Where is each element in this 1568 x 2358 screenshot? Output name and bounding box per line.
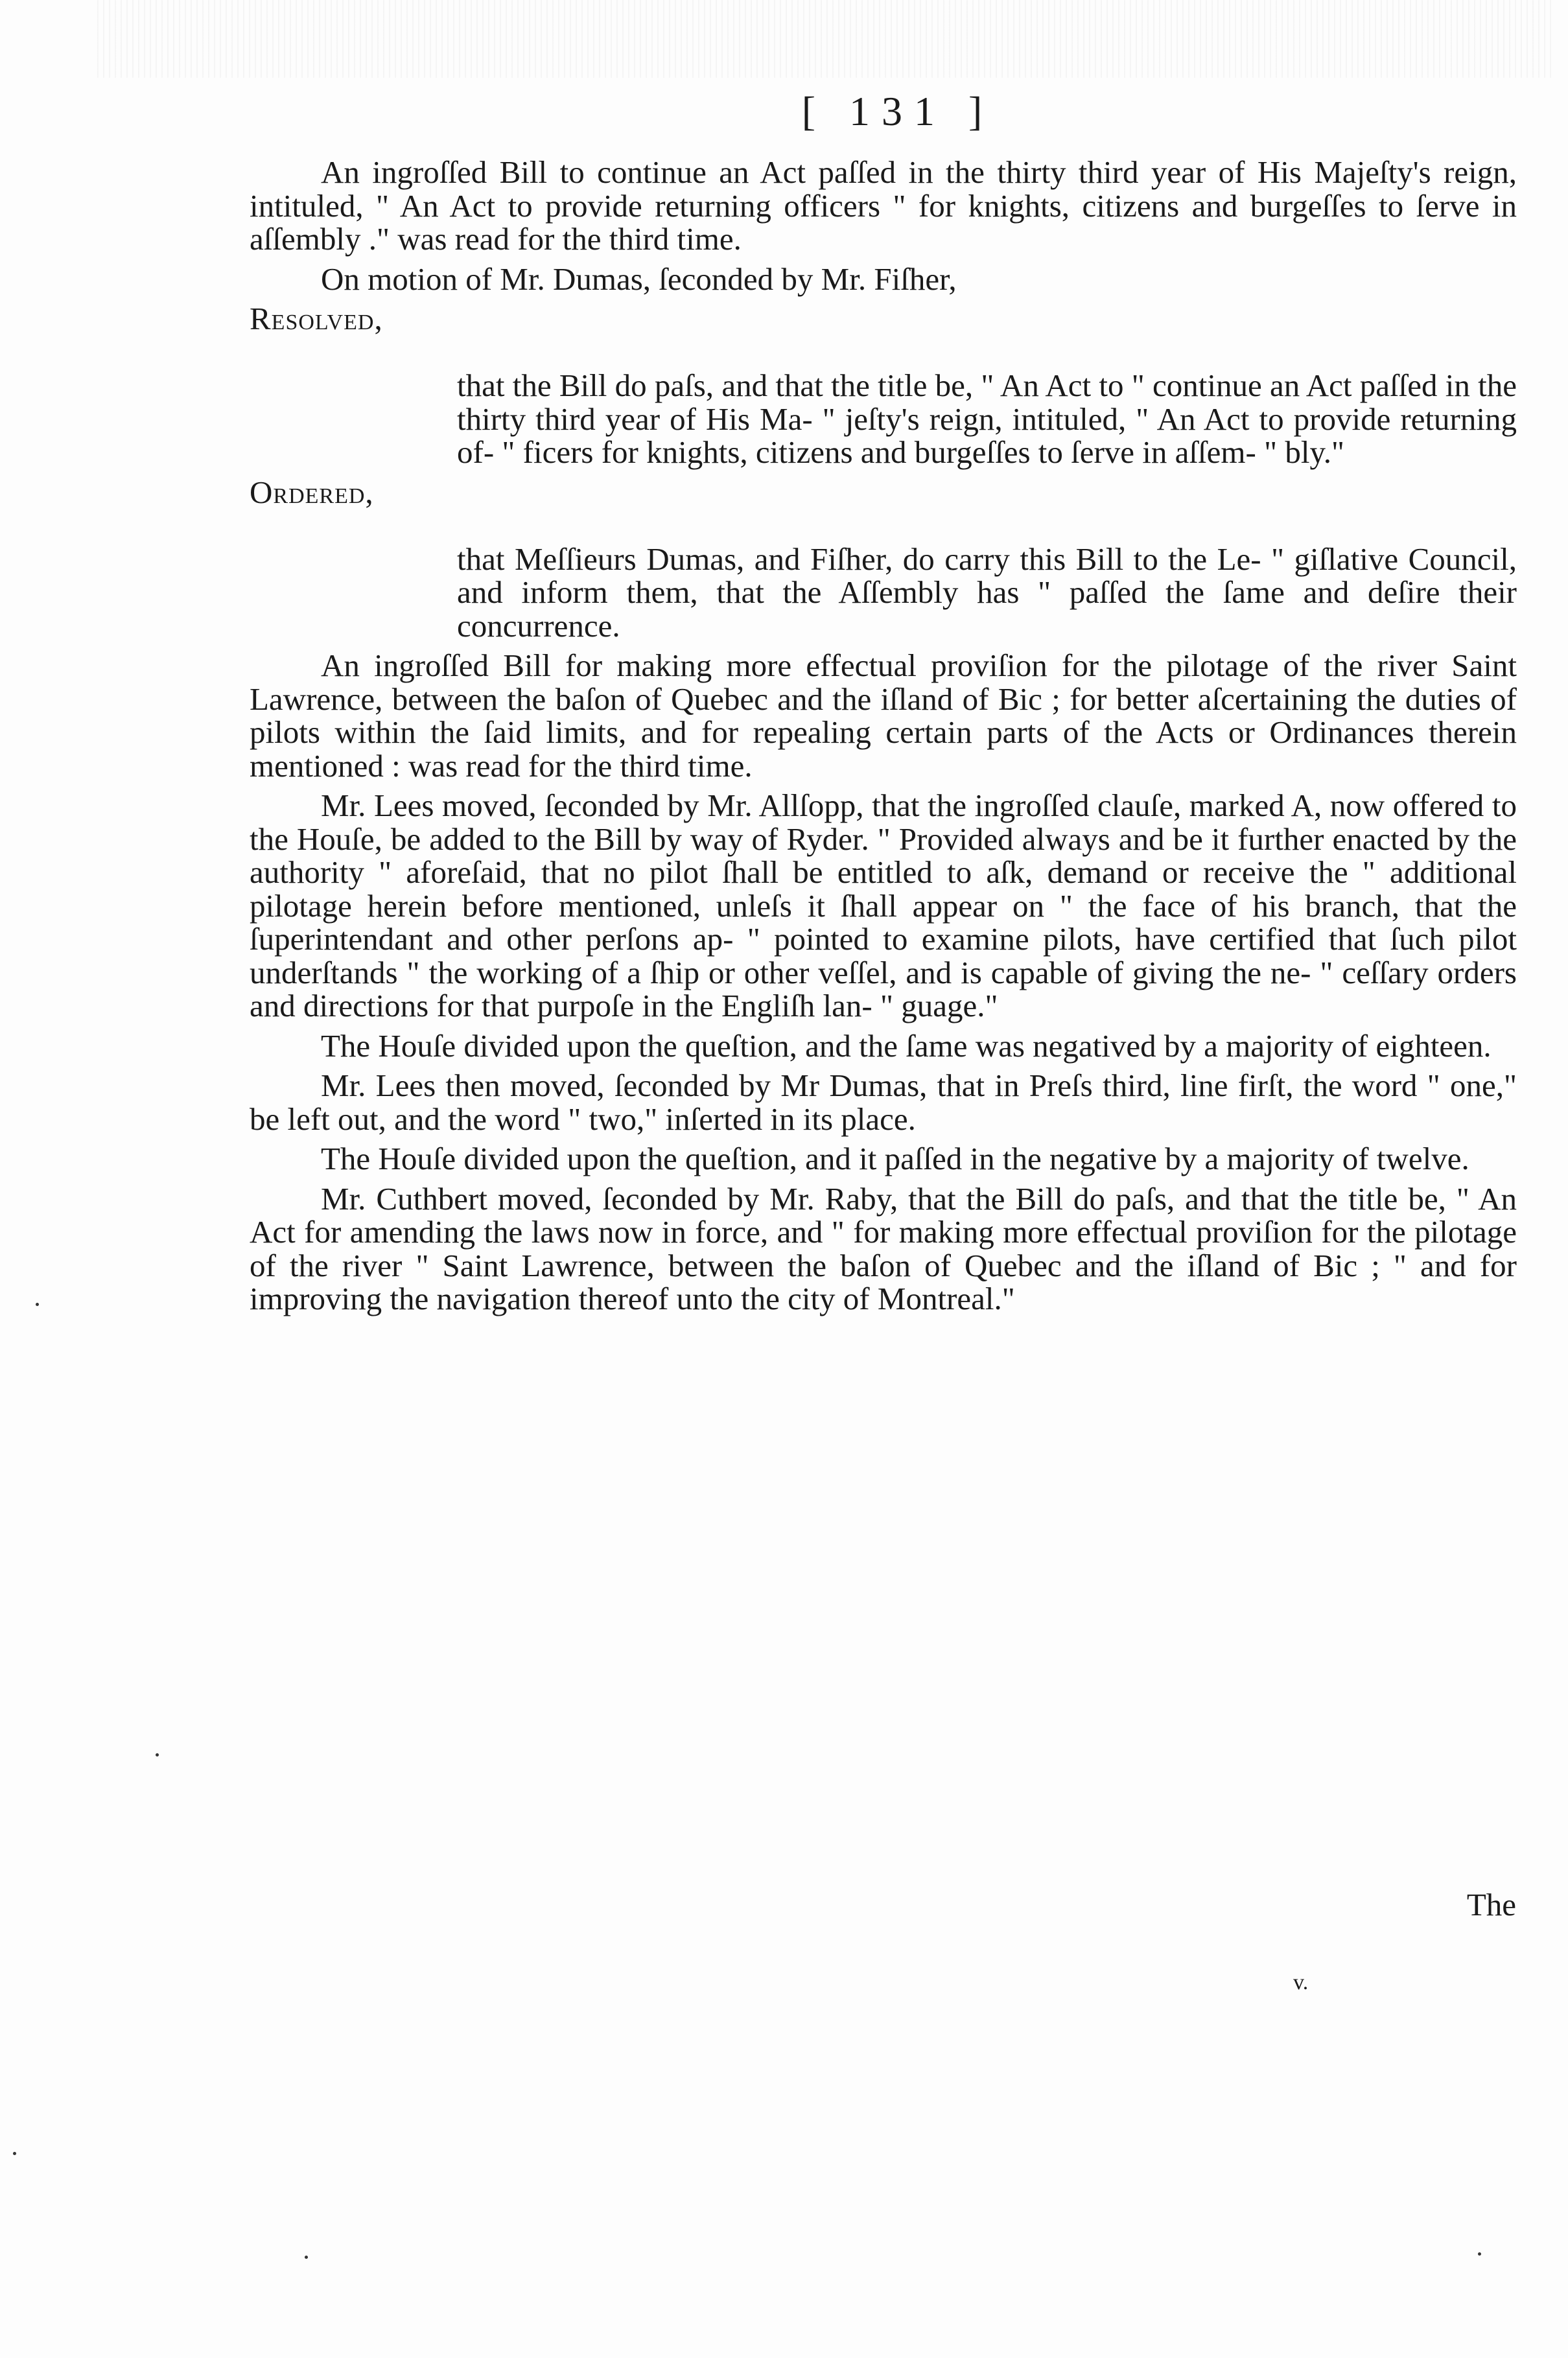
journal-text [250,156,1517,1322]
ordered-lead: Ordered, [250,474,374,510]
scan-speck [36,1303,39,1306]
scan-speck [305,2256,308,2259]
paragraph-division-twelve: The Houſe divided upon the queſtion, and it paſſed in the negative by a majority of twelve. [321,1141,1469,1176]
paragraph-pilotage-bill: An ingroſſed Bill for making more effectual proviſion for the pilotage of the river Saint Lawrence, between the baſon of Quebec and the iſland of Bic ; for better aſcertaining the duties of pilots within the ſaid limits, and for repealing certain parts of the Acts or Ordinances therein mentioned : was read for the third time. [250,648,1517,784]
paragraph-motion: On motion of Mr. Dumas, ſeconded by Mr. Fiſher, [321,261,957,297]
scan-speck [156,1753,159,1757]
ordered-text: that Meſſieurs Dumas, and Fiſher, do carry this Bill to the Le- " giſlative Council, and inform them, that the Aſſembly has " paſſed the ſame and deſire their concurrence. [457,541,1517,644]
paragraph-cuthbert-motion: Mr. Cuthbert moved, ſeconded by Mr. Raby, that the Bill do paſs, and that the title be, " An Act for amending the laws now in force, and " for making more effectual proviſion for the pilotage of the river " Saint Lawrence, between the baſon of Quebec and the iſland of Bic ; " and for improving the navigation thereof unto the city of Montreal." [250,1180,1517,1316]
paragraph-resolved [250,302,1517,469]
paragraph-lees-motion: Mr. Lees moved, ſeconded by Mr. Allſopp, that the ingroſſed clauſe, marked A, now offered to the Houſe, be added to the Bill by way of Ryder. " Provided always and be it further enacted by the authority " aforeſaid, that no pilot ſhall be entitled to aſk, demand or receive the " additional pilotage herein before mentioned, unleſs it ſhall appear on " the face of his branch, that the ſuperintendant and other perſons ap- " pointed to examine pilots, have certified that ſuch pilot underſtands " the working of a ſhip or other veſſel, and is capable of giving the ne- " ceſſary orders and directions for that purpoſe in the Engliſh lan- " guage." [250,788,1517,1023]
paragraph-ordered [250,476,1517,643]
resolved-text: that the Bill do paſs, and that the title be, " An Act to " continue an Act paſſed in the thirty third year of His Ma- " jeſty's reign, intituled, " An Act to provide returning of- " ficers for knights, citizens and burgeſſes to ſerve in aſſem- " bly." [457,368,1517,470]
paragraph-division-eighteen: The Houſe divided upon the queſtion, and the ſame was negatived by a majority of eighteen. [321,1027,1492,1064]
stray-mark: v. [1293,1970,1309,1994]
page-number: [ 131 ] [801,88,994,134]
resolved-lead: Resolved, [250,301,383,336]
scan-speck [13,2152,16,2155]
scan-noise [97,0,1556,78]
scan-speck [1478,2252,1481,2256]
paragraph-lees-second-motion: Mr. Lees then moved, ſeconded by Mr Dumas, that in Preſs third, line firſt, the word " one," be left out, and the word " two," inſerted in its place. [250,1068,1517,1137]
paragraph-bill-third-reading: An ingroſſed Bill to continue an Act paſſed in the thirty third year of His Majeſty's reign, intituled, " An Act to provide returning officers " for knights, citizens and burgeſſes to ſerve in aſſembly ." was read for the third time. [250,154,1517,257]
catchword: The [1466,1887,1516,1922]
